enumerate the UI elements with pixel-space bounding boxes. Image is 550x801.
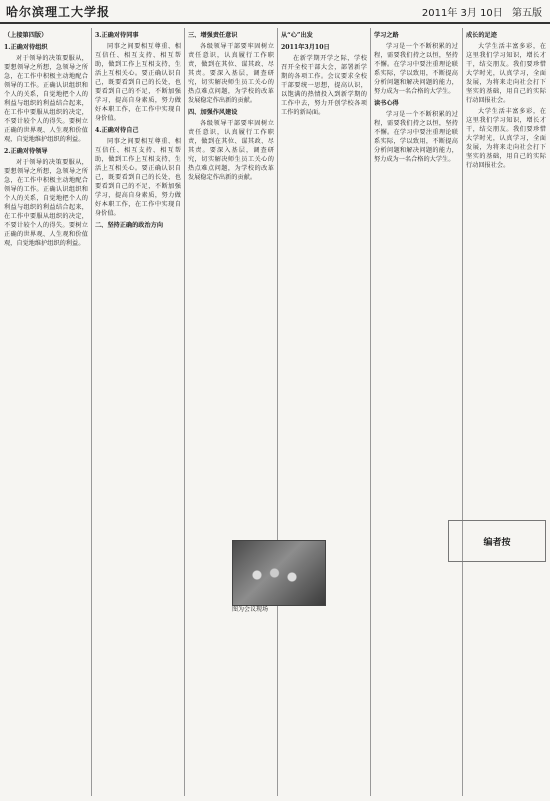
page-number: 第五版	[512, 8, 542, 19]
column-subhead: 学习之路	[374, 32, 399, 39]
column-subhead: 2.正确对待领导	[4, 148, 48, 155]
column-subhead: 从“心”出发	[281, 32, 313, 39]
column-subhead: 2011年3月10日	[281, 44, 330, 51]
paper-name: 哈尔滨理工大学报	[6, 5, 111, 19]
column-divider	[370, 28, 371, 796]
news-photo	[232, 540, 326, 606]
column-text: 对于领导的决策要服从，要想领导之所想，急领导之所急，在工作中积极主动地配合领导的工作。正确认识组织和个人的关系，自觉地把个人的利益与组织的利益结合起来，在工作中要服从组织的决定，不要计较个人的得失。要树立正确的世界观、人生观和价值观，自觉地维护组织的利益。	[4, 159, 88, 247]
column-subhead: 三、增强责任意识	[188, 32, 238, 39]
article-column-1	[4, 28, 88, 798]
article-column-3	[188, 28, 274, 528]
column-text: 同事之间要相互尊重、相互信任、相互支持、相互帮助，做到工作上互相支持，生活上互相关心。要正确认识自己，既要看到自己的长处，也要看到自己的不足，不断加强学习，提高自身素质，努力做好本职工作，在工作中实现自身价值。	[95, 43, 181, 122]
column-divider	[277, 28, 278, 796]
article-column-6	[466, 28, 546, 516]
column-text: 大学生活丰富多彩，在这里我们学习知识，增长才干，结交朋友。我们要珍惜大学时光，认真学习，全面发展，为将来走向社会打下坚实的基础，用自己的实际行动回报社会。	[466, 43, 546, 104]
article-column-2	[95, 28, 181, 798]
column-subhead: 成长的足迹	[466, 32, 497, 39]
editor-note-title: 编者按	[483, 538, 511, 548]
column-divider	[91, 28, 92, 796]
column-subhead: 3.正确对待同事	[95, 32, 139, 39]
issue-date: 2011年 3月 10日	[421, 8, 503, 19]
column-text: 各级领导干部要牢固树立责任意识，认真履行工作职责，做到在其位、谋其政、尽其责。要深入基层，调查研究，切实解决师生员工关心的热点难点问题，为学校的改革发展稳定作出新的贡献。	[188, 43, 274, 104]
column-text: 学习是一个不断积累的过程，需要我们持之以恒，坚持不懈。在学习中要注重理论联系实际，学以致用，不断提高分析问题和解决问题的能力，努力成为一名合格的大学生。	[374, 111, 458, 163]
column-subhead: 4.正确对待自己	[95, 127, 139, 134]
column-text: 在新学期开学之际，学校召开全校干部大会，部署新学期的各项工作。会议要求全校干部要统一思想，提高认识，以饱满的热情投入到新学期的工作中去，努力开创学校各项工作的新局面。	[281, 55, 367, 116]
column-text: 对于领导的决策要服从，要想领导之所想，急领导之所急，在工作中积极主动地配合领导的工作。正确认识组织和个人的关系，自觉地把个人的利益与组织的利益结合起来，在工作中要服从组织的决定，不要计较个人的得失。要树立正确的世界观、人生观和价值观，自觉地维护组织的利益。	[4, 55, 88, 143]
column-subhead: 四、加强作风建设	[188, 109, 238, 116]
column-text: 大学生活丰富多彩，在这里我们学习知识，增长才干，结交朋友。我们要珍惜大学时光，认真学习，全面发展，为将来走向社会打下坚实的基础，用自己的实际行动回报社会。	[466, 108, 546, 169]
column-subhead: 读书心得	[374, 100, 399, 107]
article-column-4	[281, 28, 367, 528]
editor-note-box	[448, 520, 546, 562]
column-subhead: 二、坚持正确的政治方向	[95, 222, 164, 229]
column-subhead: （上接第四版）	[4, 32, 48, 39]
column-divider	[462, 28, 463, 796]
photo-caption: 图为会议现场	[232, 606, 269, 613]
masthead	[0, 0, 550, 24]
issue-info	[416, 4, 542, 19]
column-text: 各级领导干部要牢固树立责任意识，认真履行工作职责，做到在其位、谋其政、尽其责。要深入基层，调查研究，切实解决师生员工关心的热点难点问题，为学校的改革发展稳定作出新的贡献。	[188, 120, 274, 181]
column-divider	[184, 28, 185, 796]
column-text: 学习是一个不断积累的过程，需要我们持之以恒，坚持不懈。在学习中要注重理论联系实际，学以致用，不断提高分析问题和解决问题的能力，努力成为一名合格的大学生。	[374, 43, 458, 95]
column-subhead: 1.正确对待组织	[4, 44, 48, 51]
column-text: 同事之间要相互尊重、相互信任、相互支持、相互帮助，做到工作上互相支持，生活上互相关心。要正确认识自己，既要看到自己的长处，也要看到自己的不足，不断加强学习，提高自身素质，努力做好本职工作，在工作中实现自身价值。	[95, 138, 181, 217]
article-column-5	[374, 28, 458, 798]
